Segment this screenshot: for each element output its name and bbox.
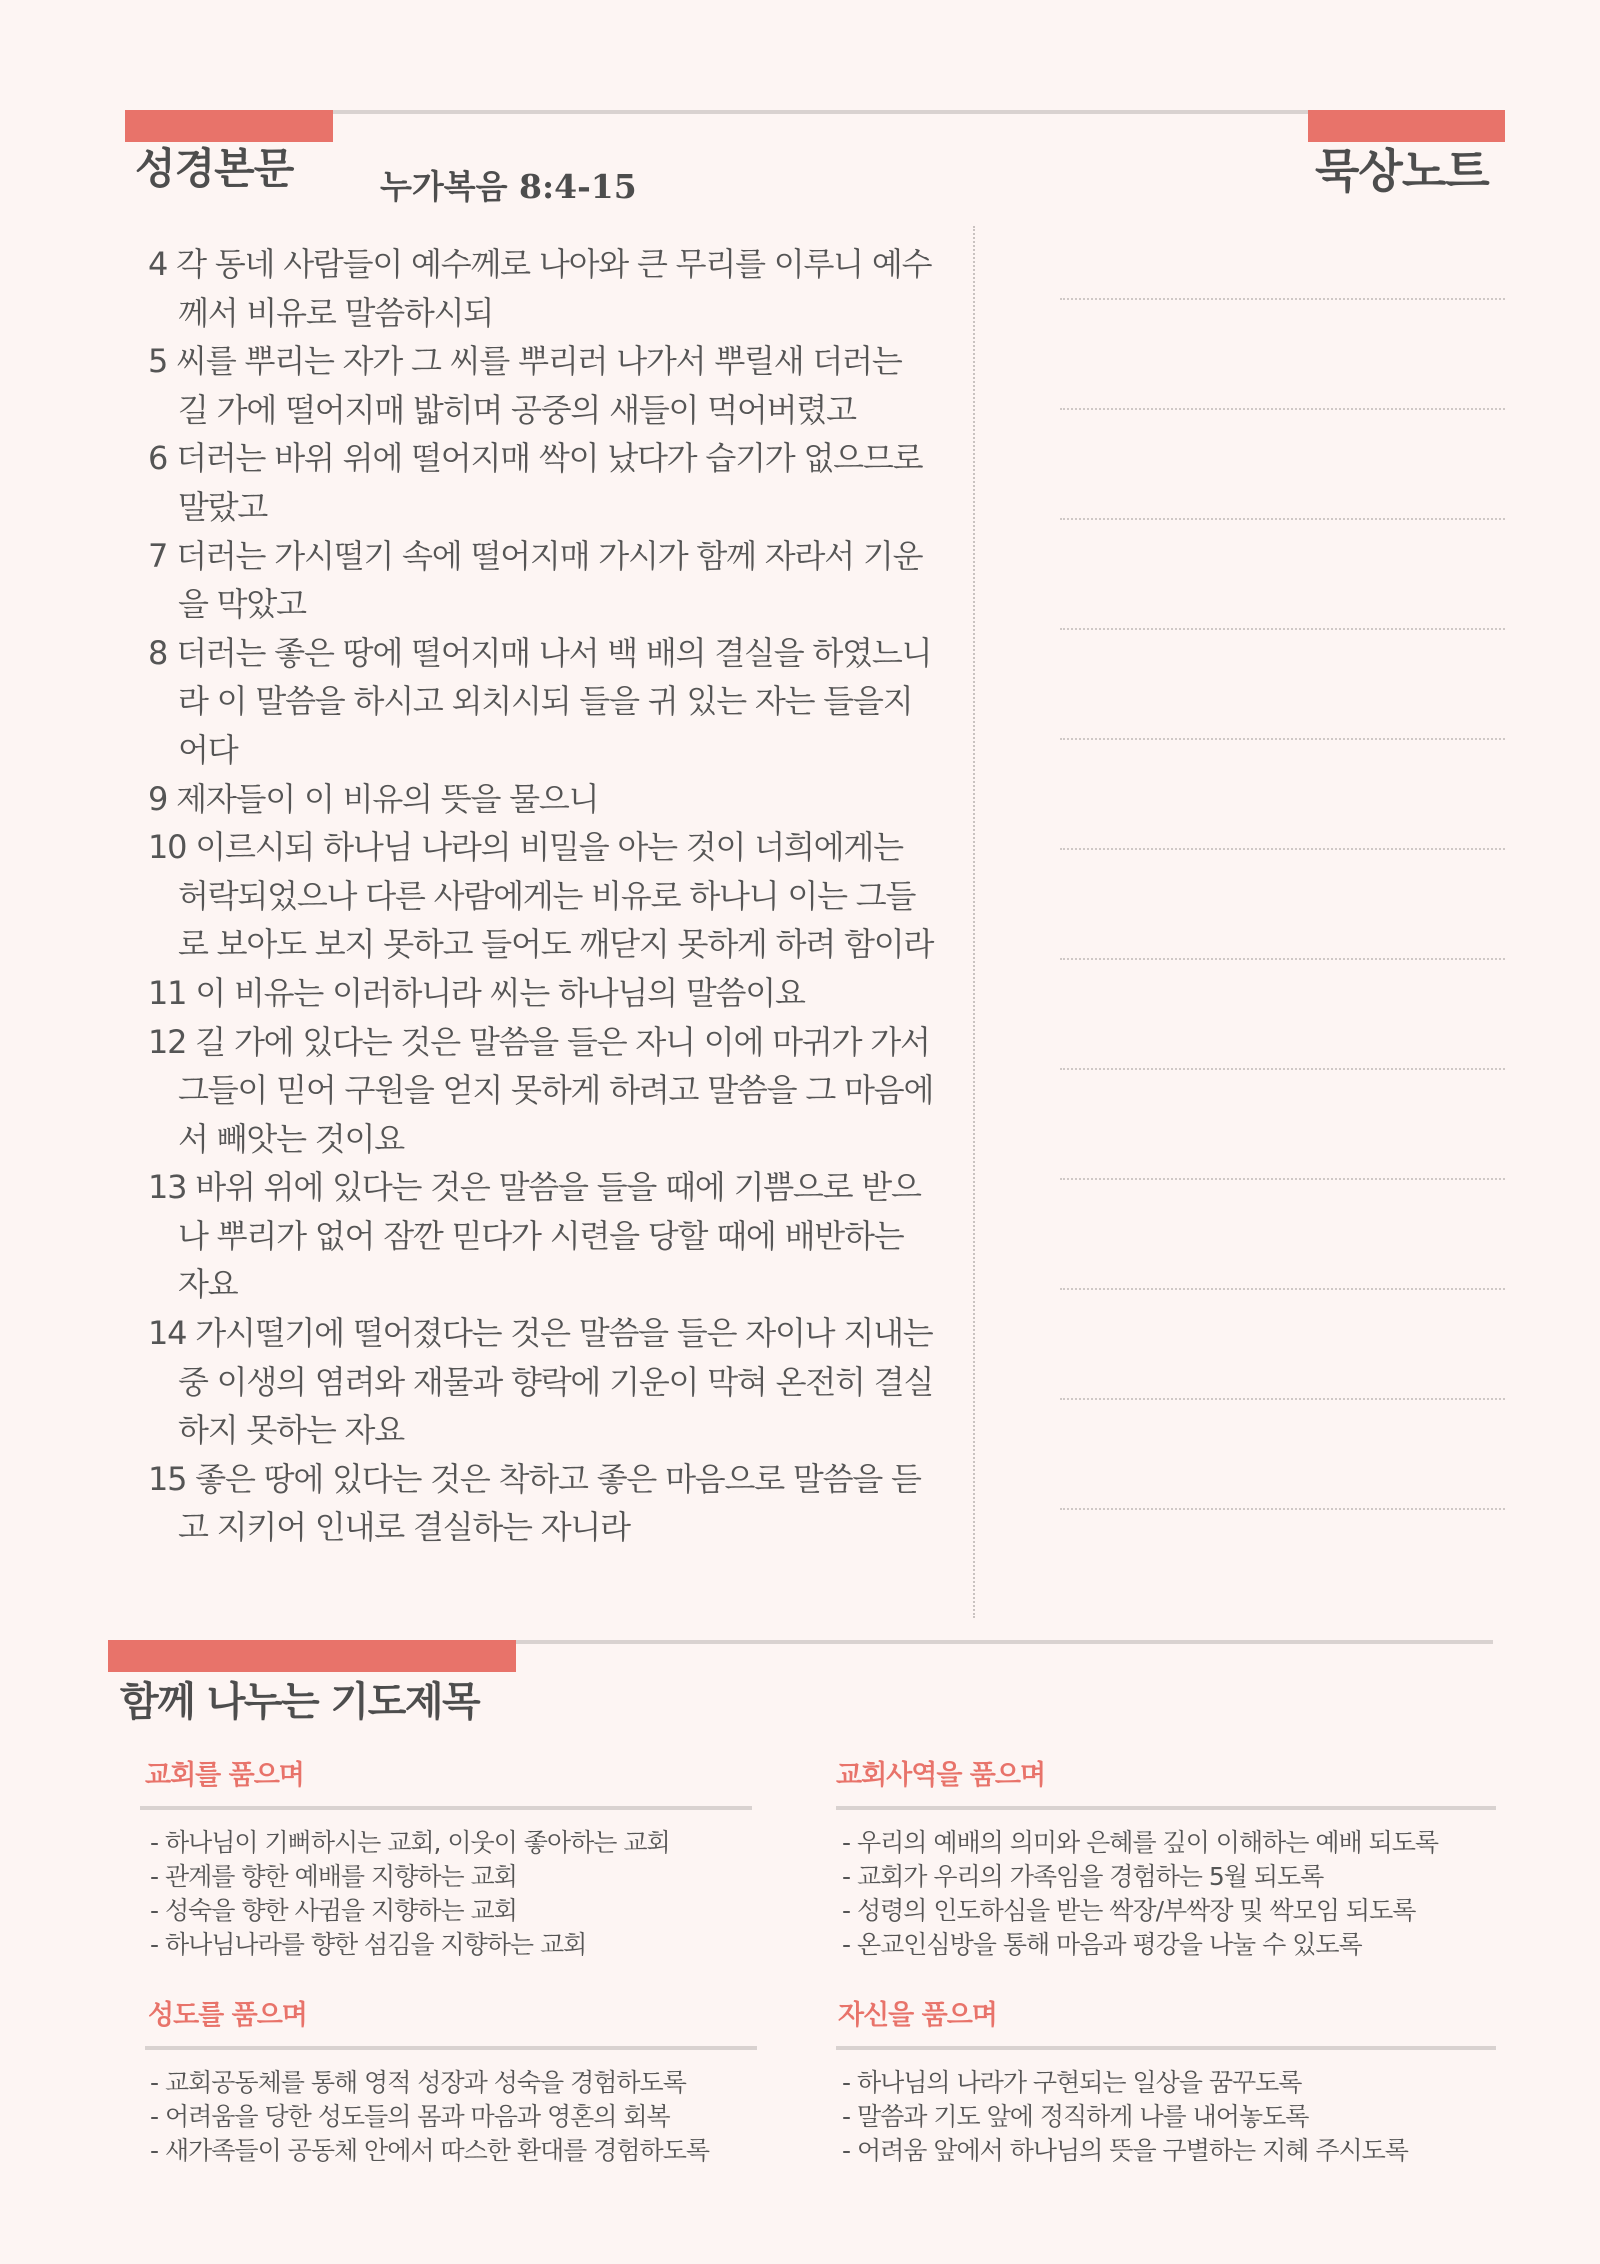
prayer-item: - 우리의 예배의 의미와 은혜를 깊이 이해하는 예배 되도록 xyxy=(842,1828,1439,1857)
verse: 11 이 비유는 이러하니라 씨는 하나님의 말씀이요 xyxy=(148,973,805,1012)
verse: 8 더러는 좋은 땅에 떨어지매 나서 백 배의 결실을 하였느니라 이 말씀을 하시고 외치시되 들을 귀 있는 자는 들을지어다 xyxy=(148,633,932,769)
verse: 10 이르시되 하나님 나라의 비밀을 아는 것이 너희에게는 허락되었으나 다른 사람에게는 비유로 하나니 이는 그들로 보아도 보지 못하고 들어도 깨닫지 못하게 하려 함이라 xyxy=(148,828,934,964)
prayer-item: - 어려움을 당한 성도들의 몸과 마음과 영혼의 회복 xyxy=(150,2102,670,2131)
note-line[interactable] xyxy=(1060,738,1505,740)
verse-list xyxy=(148,240,938,1552)
prayer-item: - 성숙을 향한 사귐을 지향하는 교회 xyxy=(150,1896,517,1925)
note-line[interactable] xyxy=(1060,1068,1505,1070)
prayer-list-church xyxy=(150,1826,770,1962)
prayer-accent-tab xyxy=(108,1640,516,1672)
section-rule xyxy=(145,2046,757,2050)
section-title-ministry: 교회사역을 품으며 xyxy=(836,1760,1046,1791)
prayer-title: 함께 나누는 기도제목 xyxy=(120,1679,480,1725)
notes-title: 묵상노트 xyxy=(1315,144,1489,198)
prayer-item: - 새가족들이 공동체 안에서 따스한 환대를 경험하도록 xyxy=(150,2136,710,2165)
prayer-item: - 성령의 인도하심을 받는 싹장/부싹장 및 싹모임 되도록 xyxy=(842,1896,1416,1925)
note-line[interactable] xyxy=(1060,298,1505,300)
prayer-item: - 하나님이 기뻐하시는 교회, 이웃이 좋아하는 교회 xyxy=(150,1828,670,1857)
prayer-item: - 교회가 우리의 가족임을 경험하는 5월 되도록 xyxy=(842,1862,1324,1891)
note-line[interactable] xyxy=(1060,1288,1505,1290)
note-line[interactable] xyxy=(1060,958,1505,960)
note-line[interactable] xyxy=(1060,628,1505,630)
verse: 9 제자들이 이 비유의 뜻을 물으니 xyxy=(148,779,599,818)
prayer-item: - 하나님의 나라가 구현되는 일상을 꿈꾸도록 xyxy=(842,2068,1302,2097)
verse: 14 가시떨기에 떨어졌다는 것은 말씀을 들은 자이나 지내는 중 이생의 염려와 재물과 향락에 기운이 막혀 온전히 결실하지 못하는 자요 xyxy=(148,1314,934,1450)
column-divider xyxy=(973,226,975,1618)
section-title-members: 성도를 품으며 xyxy=(148,2000,307,2031)
prayer-item: - 말씀과 기도 앞에 정직하게 나를 내어놓도록 xyxy=(842,2102,1309,2131)
note-line[interactable] xyxy=(1060,848,1505,850)
prayer-list-self xyxy=(842,2066,1502,2168)
verse: 6 더러는 바위 위에 떨어지매 싹이 났다가 습기가 없으므로 말랐고 xyxy=(148,439,923,526)
note-line[interactable] xyxy=(1060,1178,1505,1180)
verse: 13 바위 위에 있다는 것은 말씀을 들을 때에 기쁨으로 받으나 뿌리가 없어 잠깐 믿다가 시련을 당할 때에 배반하는 자요 xyxy=(148,1168,921,1304)
scripture-accent-tab xyxy=(125,110,333,142)
prayer-item: - 어려움 앞에서 하나님의 뜻을 구별하는 지혜 주시도록 xyxy=(842,2136,1408,2165)
note-line[interactable] xyxy=(1060,1508,1505,1510)
section-title-self: 자신을 품으며 xyxy=(838,2000,997,2031)
note-line[interactable] xyxy=(1060,408,1505,410)
verse: 5 씨를 뿌리는 자가 그 씨를 뿌리러 나가서 뿌릴새 더러는 길 가에 떨어지매 밟히며 공중의 새들이 먹어버렸고 xyxy=(148,342,902,429)
prayer-item: - 하나님나라를 향한 섬김을 지향하는 교회 xyxy=(150,1930,587,1959)
verse: 7 더러는 가시떨기 속에 떨어지매 가시가 함께 자라서 기운을 막았고 xyxy=(148,536,923,624)
section-rule xyxy=(836,2046,1496,2050)
prayer-item: - 관계를 향한 예배를 지향하는 교회 xyxy=(150,1862,517,1891)
note-line[interactable] xyxy=(1060,518,1505,520)
prayer-list-ministry xyxy=(842,1826,1502,1962)
scripture-title: 성경본문 xyxy=(135,144,294,193)
prayer-list-members xyxy=(150,2066,770,2168)
verse: 12 길 가에 있다는 것은 말씀을 들은 자니 이에 마귀가 가서 그들이 믿어 구원을 얻지 못하게 하려고 말씀을 그 마음에서 빼앗는 것이요 xyxy=(148,1022,934,1158)
section-title-church: 교회를 품으며 xyxy=(145,1760,304,1791)
prayer-item: - 온교인심방을 통해 마음과 평강을 나눌 수 있도록 xyxy=(842,1930,1362,1959)
note-line[interactable] xyxy=(1060,1398,1505,1400)
verse: 15 좋은 땅에 있다는 것은 착하고 좋은 마음으로 말씀을 듣고 지키어 인내로 결실하는 자니라 xyxy=(148,1459,921,1547)
notes-accent-tab xyxy=(1308,110,1505,142)
section-rule xyxy=(140,1806,752,1810)
prayer-item: - 교회공동체를 통해 영적 성장과 성숙을 경험하도록 xyxy=(150,2068,686,2097)
scripture-reference: 누가복음 8:4-15 xyxy=(380,167,637,206)
section-rule xyxy=(836,1806,1496,1810)
verse: 4 각 동네 사람들이 예수께로 나아와 큰 무리를 이루니 예수께서 비유로 말씀하시되 xyxy=(148,245,932,332)
